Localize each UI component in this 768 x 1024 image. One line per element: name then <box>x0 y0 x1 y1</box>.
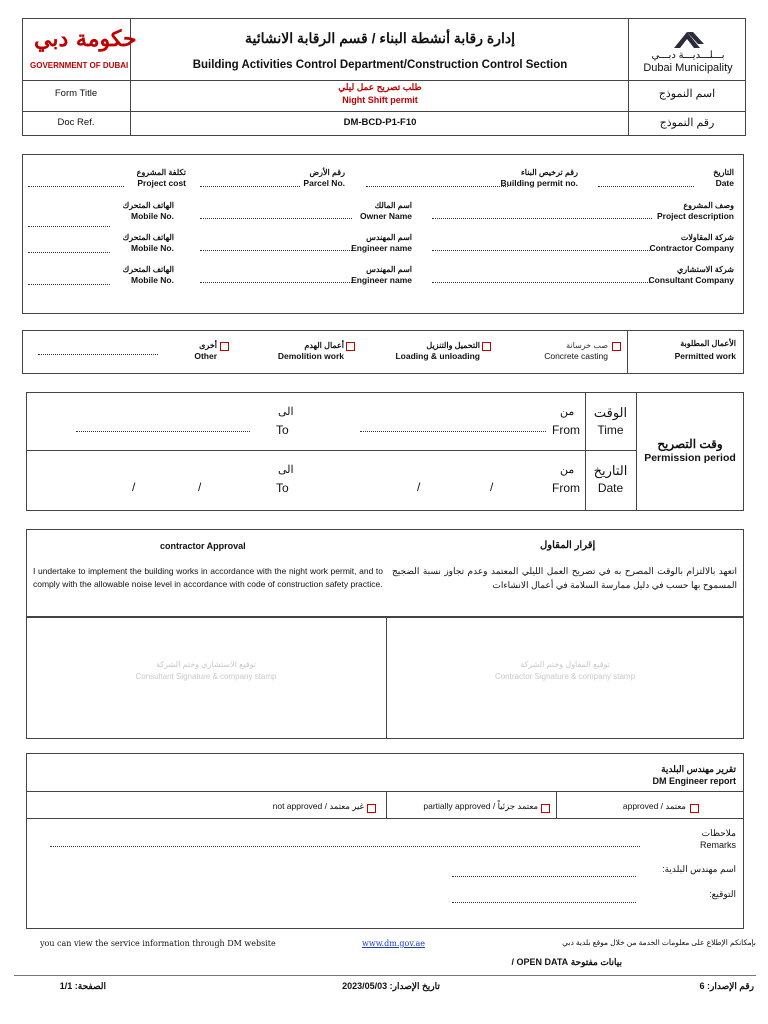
dm-logo-english: Dubai Municipality <box>643 62 733 74</box>
owner-name-label: Owner Name <box>360 211 412 221</box>
engineer-mobile-label-ar: الهاتف المتحرك <box>122 233 174 242</box>
not-approved-checkbox[interactable] <box>367 804 376 813</box>
other-work-field[interactable] <box>38 354 158 355</box>
doc-ref-label: Doc Ref. <box>57 117 95 128</box>
open-data-label: بيانات مفتوحة OPEN DATA / <box>511 957 622 967</box>
engineer-report-divider-2 <box>26 818 744 819</box>
owner-mobile-label-ar: الهاتف المتحرك <box>122 201 174 210</box>
version-number: رقم الإصدار: 6 <box>699 981 754 991</box>
approved-label: approved / معتمد <box>622 801 686 811</box>
dubai-municipality-logo-icon <box>670 28 704 50</box>
owner-mobile-label: Mobile No. <box>131 211 174 221</box>
form-title-value-arabic: طلب تصريح عمل ليلي <box>338 82 422 92</box>
remarks-label: Remarks <box>699 840 736 850</box>
parcel-no-field[interactable] <box>200 186 300 187</box>
loading-unloading-label-ar: التحميل والتنزيل <box>426 341 480 350</box>
other-work-label: Other <box>194 351 217 361</box>
building-permit-field[interactable] <box>366 186 508 187</box>
dm-logo-arabic: بـــلـــديـــة دبـــي <box>651 50 725 61</box>
remarks-field[interactable] <box>50 846 640 847</box>
page-number: الصفحة: 1/1 <box>59 981 106 991</box>
engineer-report-col-1 <box>386 791 387 818</box>
demolition-work-label-ar: أعمال الهدم <box>304 341 344 350</box>
permitted-work-label: Permitted work <box>674 351 736 361</box>
owner-mobile-field[interactable] <box>28 226 110 227</box>
dm-website-link[interactable]: www.dm.gov.ae <box>362 939 425 948</box>
dm-engineer-signature-field[interactable] <box>452 902 636 903</box>
header-title-arabic: إدارة رقابة أنشطة البناء / قسم الرقابة الانشائية <box>245 30 515 46</box>
time-to-field[interactable] <box>76 431 250 432</box>
dm-engineer-signature-label: التوقيع: <box>709 889 736 899</box>
date-from-slash-2: / <box>417 480 421 494</box>
consultant-engineer-field[interactable] <box>200 282 352 283</box>
contractor-company-label: Contractor Company <box>649 243 734 253</box>
approved-checkbox[interactable] <box>690 804 699 813</box>
time-to-label: To <box>276 423 289 437</box>
footer-divider <box>14 975 756 976</box>
date-from-slash-1: / <box>490 480 494 494</box>
building-permit-label: Building permit no. <box>500 178 578 188</box>
contractor-signature-area[interactable] <box>387 618 743 738</box>
contractor-company-field[interactable] <box>432 250 652 251</box>
consultant-signature-label-ar: توقيع الاستشاري وختم الشركة <box>156 660 256 669</box>
form-title-arabic-label: اسم النموذج <box>658 88 716 100</box>
date-to-label: To <box>276 481 289 495</box>
parcel-no-label-ar: رقم الأرض <box>309 168 345 177</box>
other-work-label-ar: أخرى <box>199 341 217 350</box>
time-from-field[interactable] <box>360 431 546 432</box>
consultant-engineer-label-ar: اسم المهندس <box>366 265 412 274</box>
demolition-work-label: Demolition work <box>277 351 344 361</box>
owner-name-label-ar: اسم المالك <box>374 201 412 210</box>
consultant-mobile-field[interactable] <box>28 284 110 285</box>
form-title-value-english: Night Shift permit <box>342 95 418 105</box>
engineer-report-title: DM Engineer report <box>652 776 736 786</box>
date-label-ar: التاريخ <box>713 168 734 177</box>
time-to-label-ar: الى <box>278 406 294 418</box>
parcel-no-label: Parcel No. <box>303 178 345 188</box>
time-label: Time <box>597 423 624 437</box>
permission-period-label-ar: وقت التصريح <box>657 437 723 451</box>
doc-ref-arabic-label: رقم النموذج <box>659 117 715 129</box>
consultant-signature-label: Consultant Signature & company stamp <box>135 672 277 681</box>
contractor-approval-title-ar: إقرار المقاول <box>540 540 596 551</box>
gov-logo-arabic: حكومة دبي <box>34 26 137 52</box>
project-cost-label: Project cost <box>137 178 186 188</box>
demolition-work-checkbox[interactable] <box>346 342 355 351</box>
project-description-field[interactable] <box>432 218 652 219</box>
consultant-signature-area[interactable] <box>27 618 385 738</box>
date-from-label: From <box>552 481 580 495</box>
header-title-english: Building Activities Control Department/Construction Control Section <box>192 59 568 71</box>
contractor-signature-label: Contractor Signature & company stamp <box>494 672 636 681</box>
time-from-label: From <box>552 423 580 437</box>
time-label-ar: الوقت <box>593 405 628 420</box>
not-approved-label: not approved / غير معتمد <box>272 801 364 811</box>
consultant-company-field[interactable] <box>432 282 652 283</box>
date-to-slash-1: / <box>198 480 202 494</box>
date-from-label-ar: من <box>560 464 575 476</box>
form-title-label: Form Title <box>54 88 98 99</box>
contractor-company-label-ar: شركة المقاولات <box>680 233 734 242</box>
building-permit-label-ar: رقم ترخيص البناء <box>521 168 578 177</box>
contractor-approval-text: I undertake to implement the building works in accordance with the night work permit, and to comply with the allowable noise level in accordance with code of construction safety practice. <box>33 566 383 589</box>
project-description-label: Project description <box>657 211 734 221</box>
project-cost-label-ar: تكلفة المشروع <box>136 168 186 177</box>
consultant-engineer-label: Engineer name <box>351 275 412 285</box>
dm-engineer-name-field[interactable] <box>452 876 636 877</box>
concrete-casting-label-ar: صب خرسانة <box>566 341 608 350</box>
contractor-engineer-label-ar: اسم المهندس <box>366 233 412 242</box>
engineer-report-col-2 <box>556 791 557 818</box>
gov-logo-english: GOVERNMENT OF DUBAI <box>30 61 129 70</box>
date-period-label-ar: التاريخ <box>593 463 628 478</box>
permitted-work-divider <box>627 330 628 374</box>
permission-period-label: Permission period <box>644 452 736 464</box>
date-to-slash-2: / <box>132 480 136 494</box>
partially-approved-label: partially approved / معتمد جزئياً <box>423 801 538 811</box>
date-to-label-ar: الى <box>278 464 294 476</box>
dm-engineer-name-label: اسم مهندس البلدية: <box>662 864 736 874</box>
concrete-casting-checkbox[interactable] <box>612 342 621 351</box>
other-work-checkbox[interactable] <box>220 342 229 351</box>
contractor-approval-text-ar: اتعهد بالالتزام بالوقت المصرح به في تصريح العمل الليلي المعتمد وعدم تجاوز نسبة الضجيج المسموح بها حسب في دليل ممارسة السلامة في أعمال الانشاءات <box>392 566 737 590</box>
consultant-company-label-ar: شركة الاستشاري <box>676 265 734 274</box>
contractor-approval-title: contractor Approval <box>160 541 246 551</box>
contractor-mobile-field[interactable] <box>28 252 110 253</box>
engineer-mobile-label: Mobile No. <box>131 243 174 253</box>
service-info-text: you can view the service information through DM website <box>40 939 276 948</box>
project-description-label-ar: وصف المشروع <box>683 201 734 210</box>
remarks-label-ar: ملاحظات <box>701 828 736 838</box>
concrete-casting-label: Concrete casting <box>544 351 608 361</box>
contractor-signature-label-ar: توقيع المقاول وختم الشركة <box>520 660 610 669</box>
doc-ref-value: DM-BCD-P1-F10 <box>343 117 417 128</box>
date-field[interactable] <box>598 186 694 187</box>
consultant-mobile-label: Mobile No. <box>131 275 174 285</box>
date-label: Date <box>715 178 734 188</box>
consultant-mobile-label-ar: الهاتف المتحرك <box>122 265 174 274</box>
partially-approved-checkbox[interactable] <box>541 804 550 813</box>
engineer-report-title-ar: تقرير مهندس البلدية <box>661 764 736 774</box>
consultant-company-label: Consultant Company <box>648 275 734 285</box>
contractor-engineer-label: Engineer name <box>351 243 412 253</box>
time-from-label-ar: من <box>560 406 575 418</box>
owner-name-field[interactable] <box>200 218 352 219</box>
loading-unloading-label: Loading & unloading <box>395 351 480 361</box>
issue-date: تاريخ الإصدار: 2023/05/03 <box>342 981 440 991</box>
date-period-label: Date <box>597 481 624 495</box>
loading-unloading-checkbox[interactable] <box>482 342 491 351</box>
engineer-report-divider-1 <box>26 791 744 792</box>
contractor-engineer-field[interactable] <box>200 250 352 251</box>
project-cost-field[interactable] <box>28 186 124 187</box>
permission-period-row-divider <box>26 450 636 451</box>
service-info-text-ar: بإمكانكم الإطلاع على معلومات الخدمة من خلال موقع بلدية دبي <box>562 938 756 947</box>
permitted-work-label-ar: الأعمال المطلوبة <box>680 339 736 348</box>
